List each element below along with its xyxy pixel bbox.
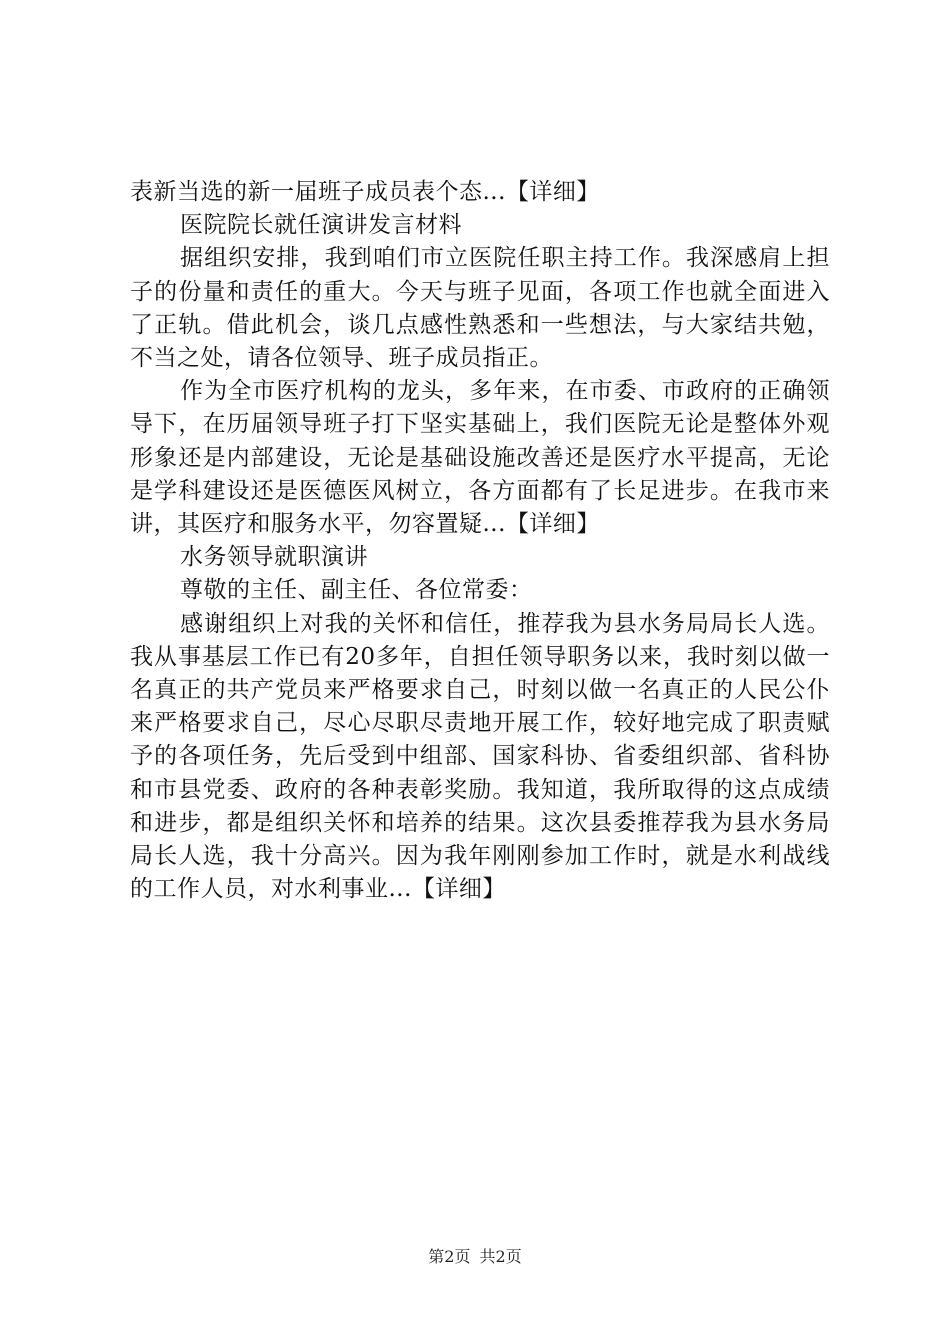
article-paragraph: 作为全市医疗机构的龙头，多年来，在市委、市政府的正确领导下，在历届领导班子打下坚实基础上，我们医院无论是整体外观形象还是内部建设，无论是基础设施改善还是医疗水平提高，无论是学科建设还是医德医风树立，各方面都有了长足进步。在我市来讲，其医疗和服务水平，勿容置疑...【详细】 [130,378,830,538]
article-paragraph: 据组织安排，我到咱们市立医院任职主持工作。我深感肩上担子的份量和责任的重大。今天与班子见面，各项工作也就全面进入了正轨。借此机会，谈几点感性熟悉和一些想法，与大家结共勉，不当之处，请各位领导、班子成员指正。 [130,245,830,372]
article-paragraph: 感谢组织上对我的关怀和信任，推荐我为县水务局局长人选。我从事基层工作已有20多年，自担任领导职务以来，我时刻以做一名真正的共产党员来严格要求自己，时刻以做一名真正的人民公仆来严格要求自己，尽心尽职尽责地开展工作，较好地完成了职责赋予的各项任务，先后受到中组部、国家科协、省委组织部、省科协和市县党委、政府的各种表彰奖励。我知道，我所取得的这点成绩和进步，都是组织关怀和培养的结果。这次县委推荐我为县水务局局长人选，我十分高兴。因为我年刚刚参加工作时，就是水利战线的工作人员，对水利事业...【详细】 [130,610,830,903]
document-body [130,176,830,906]
lead-line: 表新当选的新一届班子成员表个态...【详细】 [130,179,600,205]
article-title-hospital: 医院院长就任演讲发言材料 [180,212,462,239]
salutation: 尊敬的主任、副主任、各位常委： [180,577,533,604]
page-footer [0,1244,950,1267]
article-title-water: 水务领导就职演讲 [180,544,368,571]
page-total: 共2页 [479,1247,522,1266]
page-number: 第2页 [428,1247,471,1266]
